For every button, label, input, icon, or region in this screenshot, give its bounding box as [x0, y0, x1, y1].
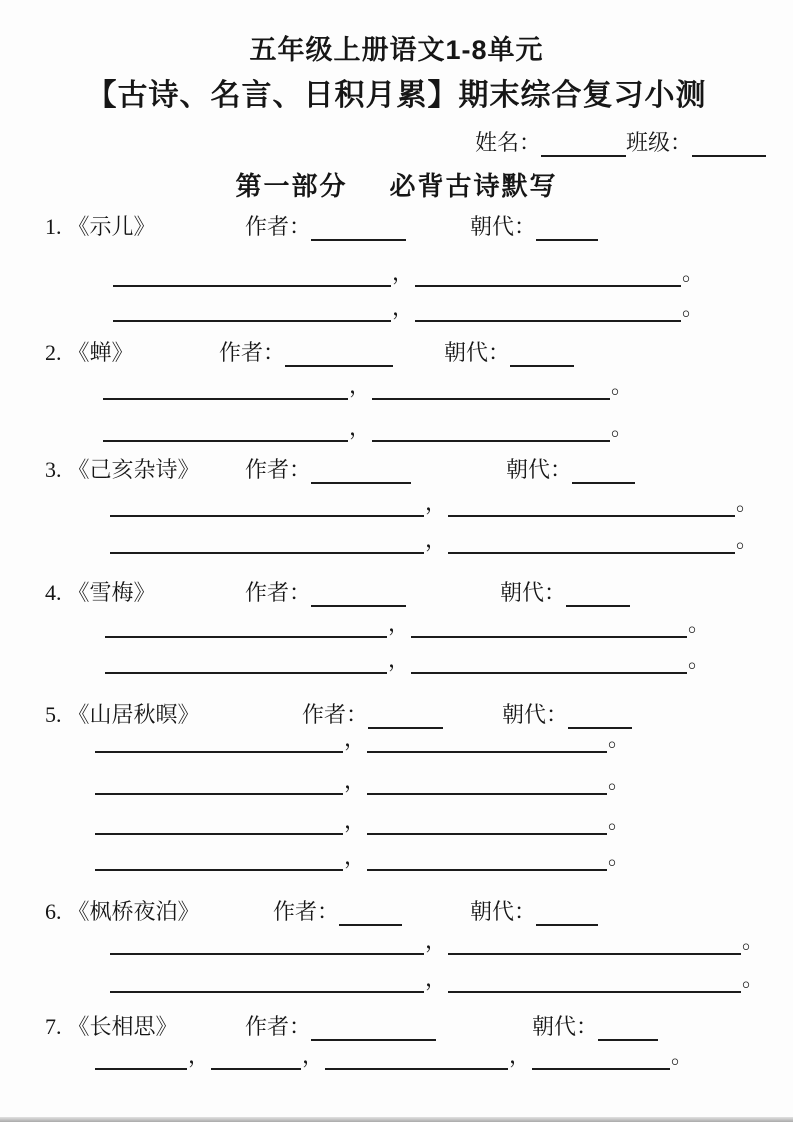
poem-item-6-header [0, 895, 793, 927]
poem-2-name: 《蝉》 [67, 340, 134, 365]
poem-1-author-field [245, 210, 406, 241]
section-heading [0, 166, 793, 203]
poem-3-verse-row-1 [110, 486, 759, 513]
author-blank[interactable] [339, 902, 402, 926]
comma: ， [425, 527, 448, 552]
verse-blank[interactable] [110, 527, 424, 554]
verse-blank[interactable] [95, 1043, 187, 1070]
section-title-label: 必背古诗默写 [389, 171, 558, 201]
dynasty-label: 朝代： [506, 457, 573, 482]
verse-blank[interactable] [113, 260, 391, 287]
poem-2-number: 2. [45, 340, 62, 365]
poem-4-number: 4. [45, 580, 62, 605]
period: 。 [688, 611, 711, 636]
poem-item-1-header [0, 210, 793, 242]
verse-blank[interactable] [372, 373, 610, 400]
period: 。 [688, 647, 711, 672]
poem-6-dynasty-field [470, 895, 598, 926]
period: 。 [736, 490, 759, 515]
comma: ， [344, 768, 367, 793]
class-label: 班级： [626, 130, 693, 155]
comma: ， [344, 808, 367, 833]
period: 。 [611, 415, 634, 440]
comma: ， [344, 726, 367, 751]
period: 。 [608, 768, 631, 793]
author-blank[interactable] [311, 217, 406, 241]
author-label: 作者： [245, 457, 312, 482]
comma: ， [392, 295, 415, 320]
poem-6-number: 6. [45, 899, 62, 924]
verse-blank[interactable] [448, 527, 735, 554]
poem-item-2-header [0, 336, 793, 368]
author-blank[interactable] [285, 343, 393, 367]
period: 。 [608, 726, 631, 751]
period: 。 [736, 527, 759, 552]
verse-blank[interactable] [211, 1043, 301, 1070]
dynasty-blank[interactable] [536, 902, 598, 926]
verse-blank[interactable] [95, 808, 343, 835]
verse-blank[interactable] [448, 966, 741, 993]
poem-1-verse-row-2 [113, 291, 705, 318]
dynasty-label: 朝代： [444, 340, 511, 365]
verse-blank[interactable] [532, 1043, 670, 1070]
poem-2-verse-row-2 [103, 411, 634, 438]
dynasty-label: 朝代： [470, 899, 537, 924]
dynasty-label: 朝代： [532, 1014, 599, 1039]
verse-blank[interactable] [325, 1043, 508, 1070]
poem-7-verse-row-1 [95, 1039, 694, 1066]
verse-blank[interactable] [103, 373, 348, 400]
poem-4-name: 《雪梅》 [67, 580, 156, 605]
verse-blank[interactable] [367, 808, 607, 835]
verse-blank[interactable] [110, 490, 424, 517]
poem-item-7-header [0, 1010, 793, 1042]
author-blank[interactable] [311, 1017, 436, 1041]
author-blank[interactable] [311, 460, 411, 484]
author-label: 作者： [245, 214, 312, 239]
verse-blank[interactable] [448, 928, 741, 955]
comma: ， [188, 1043, 211, 1068]
poem-6-name: 《枫桥夜泊》 [67, 899, 200, 924]
dynasty-blank[interactable] [510, 343, 574, 367]
poem-2-author-field [219, 336, 393, 367]
author-label: 作者： [302, 702, 369, 727]
poem-2-verse-row-1 [103, 369, 634, 396]
poem-4-verse-row-1 [105, 607, 711, 634]
poem-3-author-field [245, 453, 411, 484]
poem-1-name: 《示儿》 [67, 214, 156, 239]
comma: ， [349, 373, 372, 398]
poem-6-verse-row-1 [110, 924, 765, 951]
verse-blank[interactable] [411, 647, 687, 674]
verse-blank[interactable] [95, 726, 343, 753]
comma: ， [392, 260, 415, 285]
poem-3-name: 《己亥杂诗》 [67, 457, 200, 482]
author-blank[interactable] [311, 583, 406, 607]
period: 。 [682, 295, 705, 320]
comma: ， [425, 928, 448, 953]
period: 。 [671, 1043, 694, 1068]
period: 。 [682, 260, 705, 285]
verse-blank[interactable] [105, 647, 387, 674]
verse-blank[interactable] [415, 260, 681, 287]
poem-2-dynasty-field [444, 336, 574, 367]
page-bottom-edge [0, 1117, 793, 1122]
name-class-row [475, 126, 766, 157]
verse-blank[interactable] [367, 844, 607, 871]
author-label: 作者： [245, 580, 312, 605]
poem-5-verse-row-4 [95, 840, 631, 867]
name-label: 姓名： [475, 130, 542, 155]
poem-5-number: 5. [45, 702, 62, 727]
poem-1-number: 1. [45, 214, 62, 239]
section-part-label: 第一部分 [235, 171, 348, 201]
verse-blank[interactable] [411, 611, 687, 638]
name-blank[interactable] [541, 133, 626, 157]
dynasty-blank[interactable] [566, 583, 630, 607]
verse-blank[interactable] [105, 611, 387, 638]
verse-blank[interactable] [415, 295, 681, 322]
dynasty-label: 朝代： [500, 580, 567, 605]
poem-6-title [45, 895, 200, 926]
poem-1-dynasty-field [470, 210, 598, 241]
poem-1-verse-row-1 [113, 256, 705, 283]
verse-blank[interactable] [95, 844, 343, 871]
verse-blank[interactable] [95, 768, 343, 795]
poem-6-verse-row-2 [110, 962, 765, 989]
period: 。 [608, 844, 631, 869]
poem-5-verse-row-3 [95, 804, 631, 831]
poem-7-number: 7. [45, 1014, 62, 1039]
poem-5-name: 《山居秋暝》 [67, 702, 200, 727]
period: 。 [742, 928, 765, 953]
doc-title-line1: 五年级上册语文1-8单元 [249, 35, 544, 65]
period: 。 [608, 808, 631, 833]
verse-blank[interactable] [448, 490, 735, 517]
poem-3-title [45, 453, 200, 484]
poem-7-author-field [245, 1010, 436, 1041]
verse-blank[interactable] [113, 295, 391, 322]
poem-4-title [45, 576, 156, 607]
dynasty-blank[interactable] [598, 1017, 658, 1041]
poem-5-verse-row-1 [95, 722, 631, 749]
class-blank[interactable] [692, 133, 766, 157]
comma: ， [344, 844, 367, 869]
comma: ， [349, 415, 372, 440]
author-label: 作者： [273, 899, 340, 924]
verse-blank[interactable] [372, 415, 610, 442]
comma: ， [425, 490, 448, 515]
poem-3-dynasty-field [506, 453, 635, 484]
comma: ， [388, 647, 411, 672]
poem-item-4-header [0, 576, 793, 608]
verse-blank[interactable] [110, 966, 424, 993]
comma: ， [388, 611, 411, 636]
comma: ， [509, 1043, 532, 1068]
author-label: 作者： [219, 340, 286, 365]
author-label: 作者： [245, 1014, 312, 1039]
verse-blank[interactable] [367, 726, 607, 753]
dynasty-blank[interactable] [536, 217, 598, 241]
poem-4-verse-row-2 [105, 643, 711, 670]
dynasty-label: 朝代： [470, 214, 537, 239]
poem-6-author-field [273, 895, 402, 926]
poem-2-title [45, 336, 134, 367]
verse-blank[interactable] [367, 768, 607, 795]
period: 。 [611, 373, 634, 398]
verse-blank[interactable] [103, 415, 348, 442]
poem-item-3-header [0, 453, 793, 485]
poem-4-author-field [245, 576, 406, 607]
dynasty-blank[interactable] [572, 460, 635, 484]
period: 。 [742, 966, 765, 991]
dynasty-label: 朝代： [502, 702, 569, 727]
poem-7-name: 《长相思》 [67, 1014, 178, 1039]
comma: ， [302, 1043, 325, 1068]
poem-7-title [45, 1010, 178, 1041]
poem-5-verse-row-2 [95, 764, 631, 791]
doc-title-line2: 【古诗、名言、日积月累】期末综合复习小测 [86, 79, 707, 112]
poem-3-number: 3. [45, 457, 62, 482]
poem-4-dynasty-field [500, 576, 630, 607]
comma: ， [425, 966, 448, 991]
poem-3-verse-row-2 [110, 523, 759, 550]
verse-blank[interactable] [110, 928, 424, 955]
poem-1-title [45, 210, 156, 241]
poem-7-dynasty-field [532, 1010, 658, 1041]
